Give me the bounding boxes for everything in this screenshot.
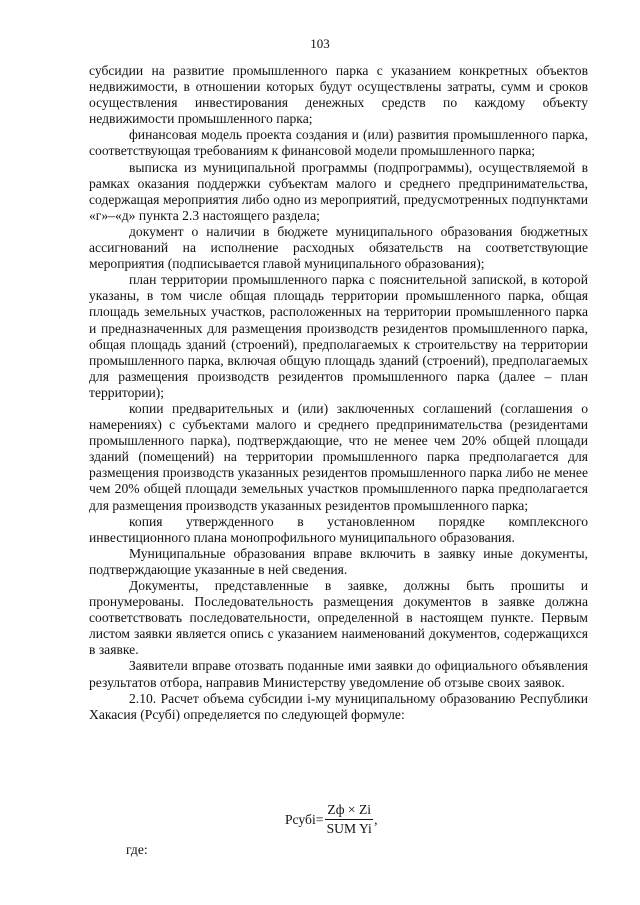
formula-denominator: SUM Yi	[326, 821, 372, 836]
formula-numerator: Zф × Zi	[325, 802, 373, 820]
subsidy-formula	[285, 802, 377, 837]
paragraph: документ о наличии в бюджете муниципального образования бюджетных ассигнований на исполнение расходных обязательств на соответствующие мероприятия (подписывается главой муниципального образования);	[89, 223, 588, 272]
paragraph: план территории промышленного парка с пояснительной запиской, в которой указаны, в том числе общая площадь территории промышленного парка, общая площадь земельных участков, расположенных на территории промышленного парка и предназначенных для размещения производств резидентов промышленного парка, общая площадь зданий (строений), предполагаемых к строительству на территории промышленного парка, включая общую площадь зданий (строений), предполагаемых для размещения производств резидентов промышленного парка (далее – план территории);	[89, 272, 588, 400]
paragraph: Документы, представленные в заявке, должны быть прошиты и пронумерованы. Последовательность размещения документов в заявке должна соответствовать последовательности, определенной в настоящем пункте. Первым листом заявки является опись с указанием наименований документов, содержащихся в заявке.	[89, 578, 588, 658]
formula-trailing: ,	[374, 811, 378, 827]
paragraph: копии предварительных и (или) заключенных соглашений (соглашения о намерениях) с субъектами малого и среднего предпринимательства (резидентами промышленного парка), подтверждающие, что не менее чем 20% общей площади зданий (помещений) на территории промышленного парка предполагается для размещения производств указанных резидентов промышленного парка либо не менее чем 20% общей площади земельных участков промышленного парка предполагается для размещения производств указанных резидентов промышленного парка;	[89, 400, 588, 513]
formula-fraction	[325, 802, 373, 837]
formula-lhs: Рсубi=	[285, 811, 324, 827]
page-number: 103	[310, 36, 330, 51]
paragraph: 2.10. Расчет объема субсидии i-му муниципальному образованию Республики Хакасия (Рсубi) определяется по следующей формуле:	[89, 690, 588, 722]
paragraph: копия утвержденного в установленном порядке комплексного инвестиционного плана монопрофильного муниципального образования.	[89, 513, 588, 545]
body-text	[89, 63, 588, 723]
paragraph: выписка из муниципальной программы (подпрограммы), осуществляемой в рамках оказания поддержки субъектам малого и среднего предпринимательства, содержащая мероприятия либо одно из мероприятий, предусмотренных подпунктами «г»–«д» пункта 2.3 настоящего раздела;	[89, 159, 588, 223]
paragraph: Муниципальные образования вправе включить в заявку иные документы, подтверждающие указанные в ней сведения.	[89, 545, 588, 577]
paragraph: Заявители вправе отозвать поданные ими заявки до официального объявления результатов отбора, направив Министерству уведомление об отзыве своих заявок.	[89, 658, 588, 690]
where-label: где:	[126, 842, 148, 857]
paragraph: финансовая модель проекта создания и (или) развития промышленного парка, соответствующая требованиям к финансовой модели промышленного парка;	[89, 127, 588, 159]
paragraph: субсидии на развитие промышленного парка с указанием конкретных объектов недвижимости, в отношении которых будут осуществлены затраты, сумм и сроков осуществления инвестирования денежных средств по каждому объекту недвижимости промышленного парка;	[89, 63, 588, 127]
